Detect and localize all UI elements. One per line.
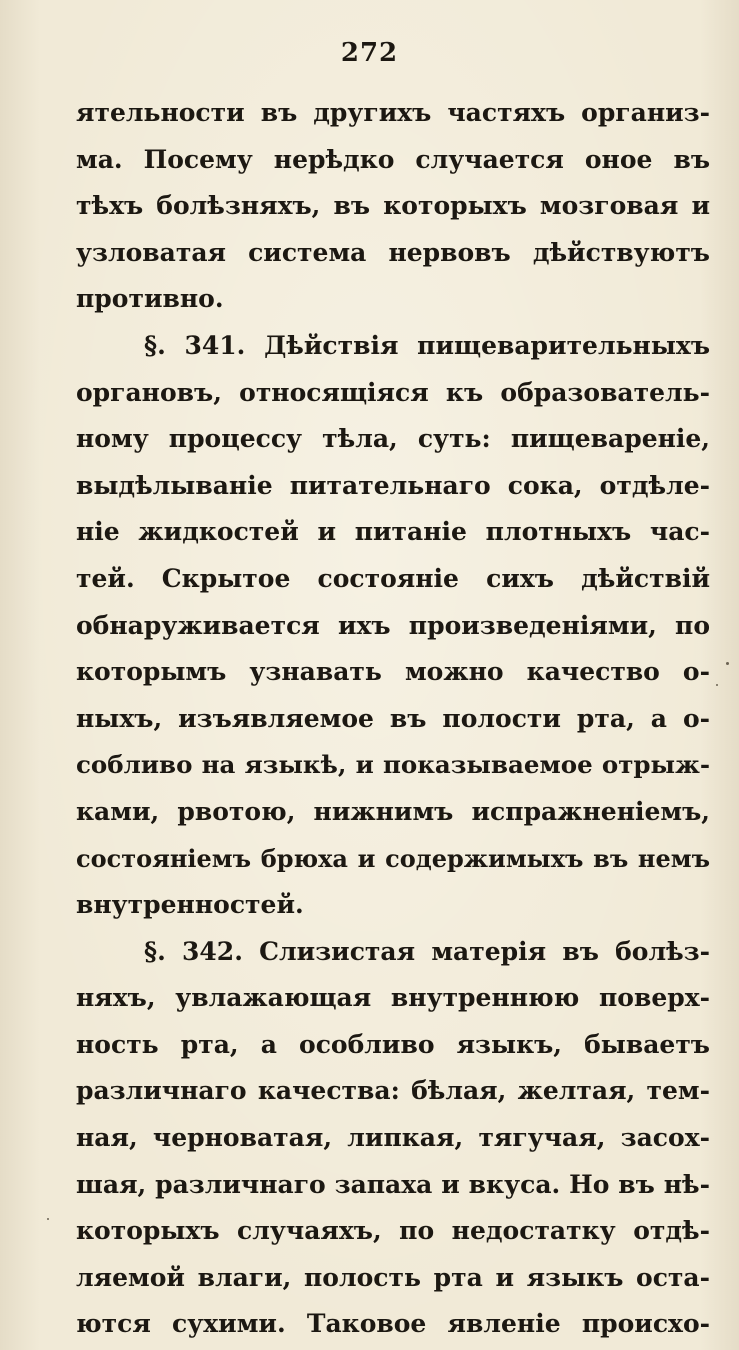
text-line: противно.: [76, 284, 224, 314]
text-line: которымъ узнавать можно качество о-: [76, 657, 710, 687]
text-line: ками, рвотою, нижнимъ испражненіемъ,: [76, 796, 710, 826]
text-line: ность рта, а особливо языкъ, бываетъ: [76, 1029, 710, 1059]
text-line: ному процессу тѣла, суть: пищевареніе,: [76, 424, 710, 454]
text-line: ляемой влаги, полость рта и языкъ оста-: [76, 1262, 710, 1292]
body-text: [76, 90, 710, 1348]
text-line: состояніемъ брюха и содержимыхъ въ немъ: [76, 843, 710, 873]
text-line: §. 341. Дѣйствія пищеварительныхъ: [144, 330, 710, 360]
page-number: 272: [340, 38, 399, 68]
paper-speck: [716, 684, 718, 686]
text-line: няхъ, увлажающая внутреннюю поверх-: [76, 983, 710, 1013]
text-line: ныхъ, изъявляемое въ полости рта, а о-: [76, 703, 710, 733]
text-line: ніе жидкостей и питаніе плотныхъ час-: [76, 517, 710, 547]
text-line: ма. Посему нерѣдко случается оное въ: [76, 144, 710, 174]
text-line: тѣхъ болѣзняхъ, въ которыхъ мозговая и: [76, 191, 710, 221]
text-line: ная, черноватая, липкая, тягучая, засох-: [76, 1123, 710, 1153]
text-line: ются сухими. Таковое явленіе происхо-: [76, 1309, 710, 1339]
text-line: внутренностей.: [76, 890, 304, 920]
text-line: §. 342. Слизистая матерія въ болѣз-: [144, 936, 710, 966]
text-line: узловатая система нервовъ дѣйствуютъ: [76, 237, 710, 267]
text-line: ятельности въ другихъ частяхъ организ-: [76, 98, 710, 127]
text-line: собливо на языкѣ, и показываемое отрыж-: [76, 750, 710, 780]
text-line: различнаго качества: бѣлая, желтая, тем-: [76, 1076, 710, 1106]
paper-speck: [726, 662, 729, 665]
text-line: обнаруживается ихъ произведеніями, по: [76, 610, 710, 640]
text-line: шая, различнаго запаха и вкуса. Но въ нѣ-: [76, 1169, 710, 1199]
paper-speck: [47, 1218, 49, 1220]
text-line: тей. Скрытое состояніе сихъ дѣйствій: [76, 563, 710, 593]
text-line: органовъ, относящіяся къ образователь-: [76, 377, 710, 407]
text-line: которыхъ случаяхъ, по недостатку отдѣ-: [76, 1216, 710, 1246]
text-line: выдѣлываніе питательнаго сока, отдѣле-: [76, 470, 710, 500]
